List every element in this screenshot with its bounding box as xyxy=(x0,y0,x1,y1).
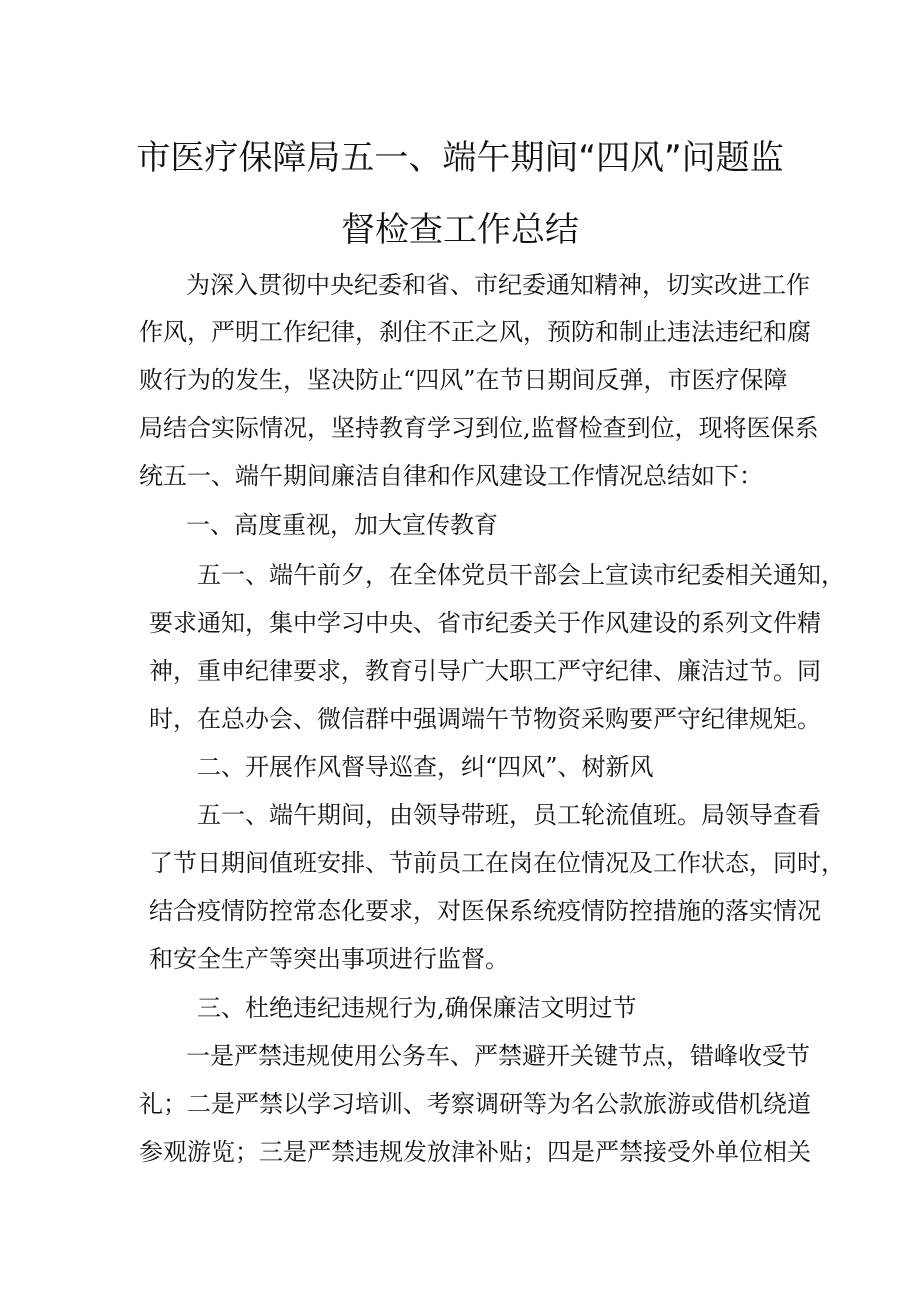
intro-line-5: 统五一、端午期间廉洁自律和作风建设工作情况总结如下： xyxy=(139,462,763,490)
section-1-line-3: 神，重申纪律要求，教育引导广大职工严守纪律、廉洁过节。同 xyxy=(149,657,821,685)
section-2-heading: 二、开展作风督导巡查，纠“四风”、树新风 xyxy=(197,753,654,781)
section-2-line-2: 了节日期间值班安排、节前员工在岗在位情况及工作状态，同时， xyxy=(149,849,845,877)
section-1-line-1: 五一、端午前夕，在全体党员干部会上宣读市纪委相关通知， xyxy=(197,561,845,589)
section-2-line-4: 和安全生产等突出事项进行监督。 xyxy=(149,945,509,973)
section-1-line-2: 要求通知，集中学习中央、省市纪委关于作风建设的系列文件精 xyxy=(149,609,821,637)
intro-line-4: 局结合实际情况，坚持教育学习到位,监督检查到位，现将医保系 xyxy=(139,414,819,442)
section-2-line-3: 结合疫情防控常态化要求，对医保系统疫情防控措施的落实情况 xyxy=(149,897,821,925)
section-3-line-2: 礼；二是严禁以学习培训、考察调研等为名公款旅游或借机绕道 xyxy=(139,1090,811,1118)
intro-line-2: 作风，严明工作纪律，刹住不正之风，预防和制止违法违纪和腐 xyxy=(139,318,811,346)
intro-line-3: 败行为的发生，坚决防止“四风”在节日期间反弹，市医疗保障 xyxy=(139,366,788,394)
section-3-line-1: 一是严禁违规使用公务车、严禁避开关键节点，错峰收受节 xyxy=(186,1042,810,1070)
document-title-line-2: 督检查工作总结 xyxy=(341,210,579,250)
section-2-line-1: 五一、端午期间，由领导带班，员工轮流值班。局领导查看 xyxy=(197,801,821,829)
intro-line-1: 为深入贯彻中央纪委和省、市纪委通知精神，切实改进工作 xyxy=(186,271,810,299)
document-title-line-1: 市医疗保障局五一、端午期间“四风”问题监 xyxy=(136,138,784,178)
section-3-heading: 三、杜绝违纪违规行为,确保廉洁文明过节 xyxy=(197,994,637,1022)
section-1-line-4: 时，在总办会、微信群中强调端午节物资采购要严守纪律规矩。 xyxy=(149,705,821,733)
section-3-line-3: 参观游览；三是严禁违规发放津补贴；四是严禁接受外单位相关 xyxy=(139,1138,811,1166)
section-1-heading: 一、高度重视，加大宣传教育 xyxy=(186,511,498,539)
